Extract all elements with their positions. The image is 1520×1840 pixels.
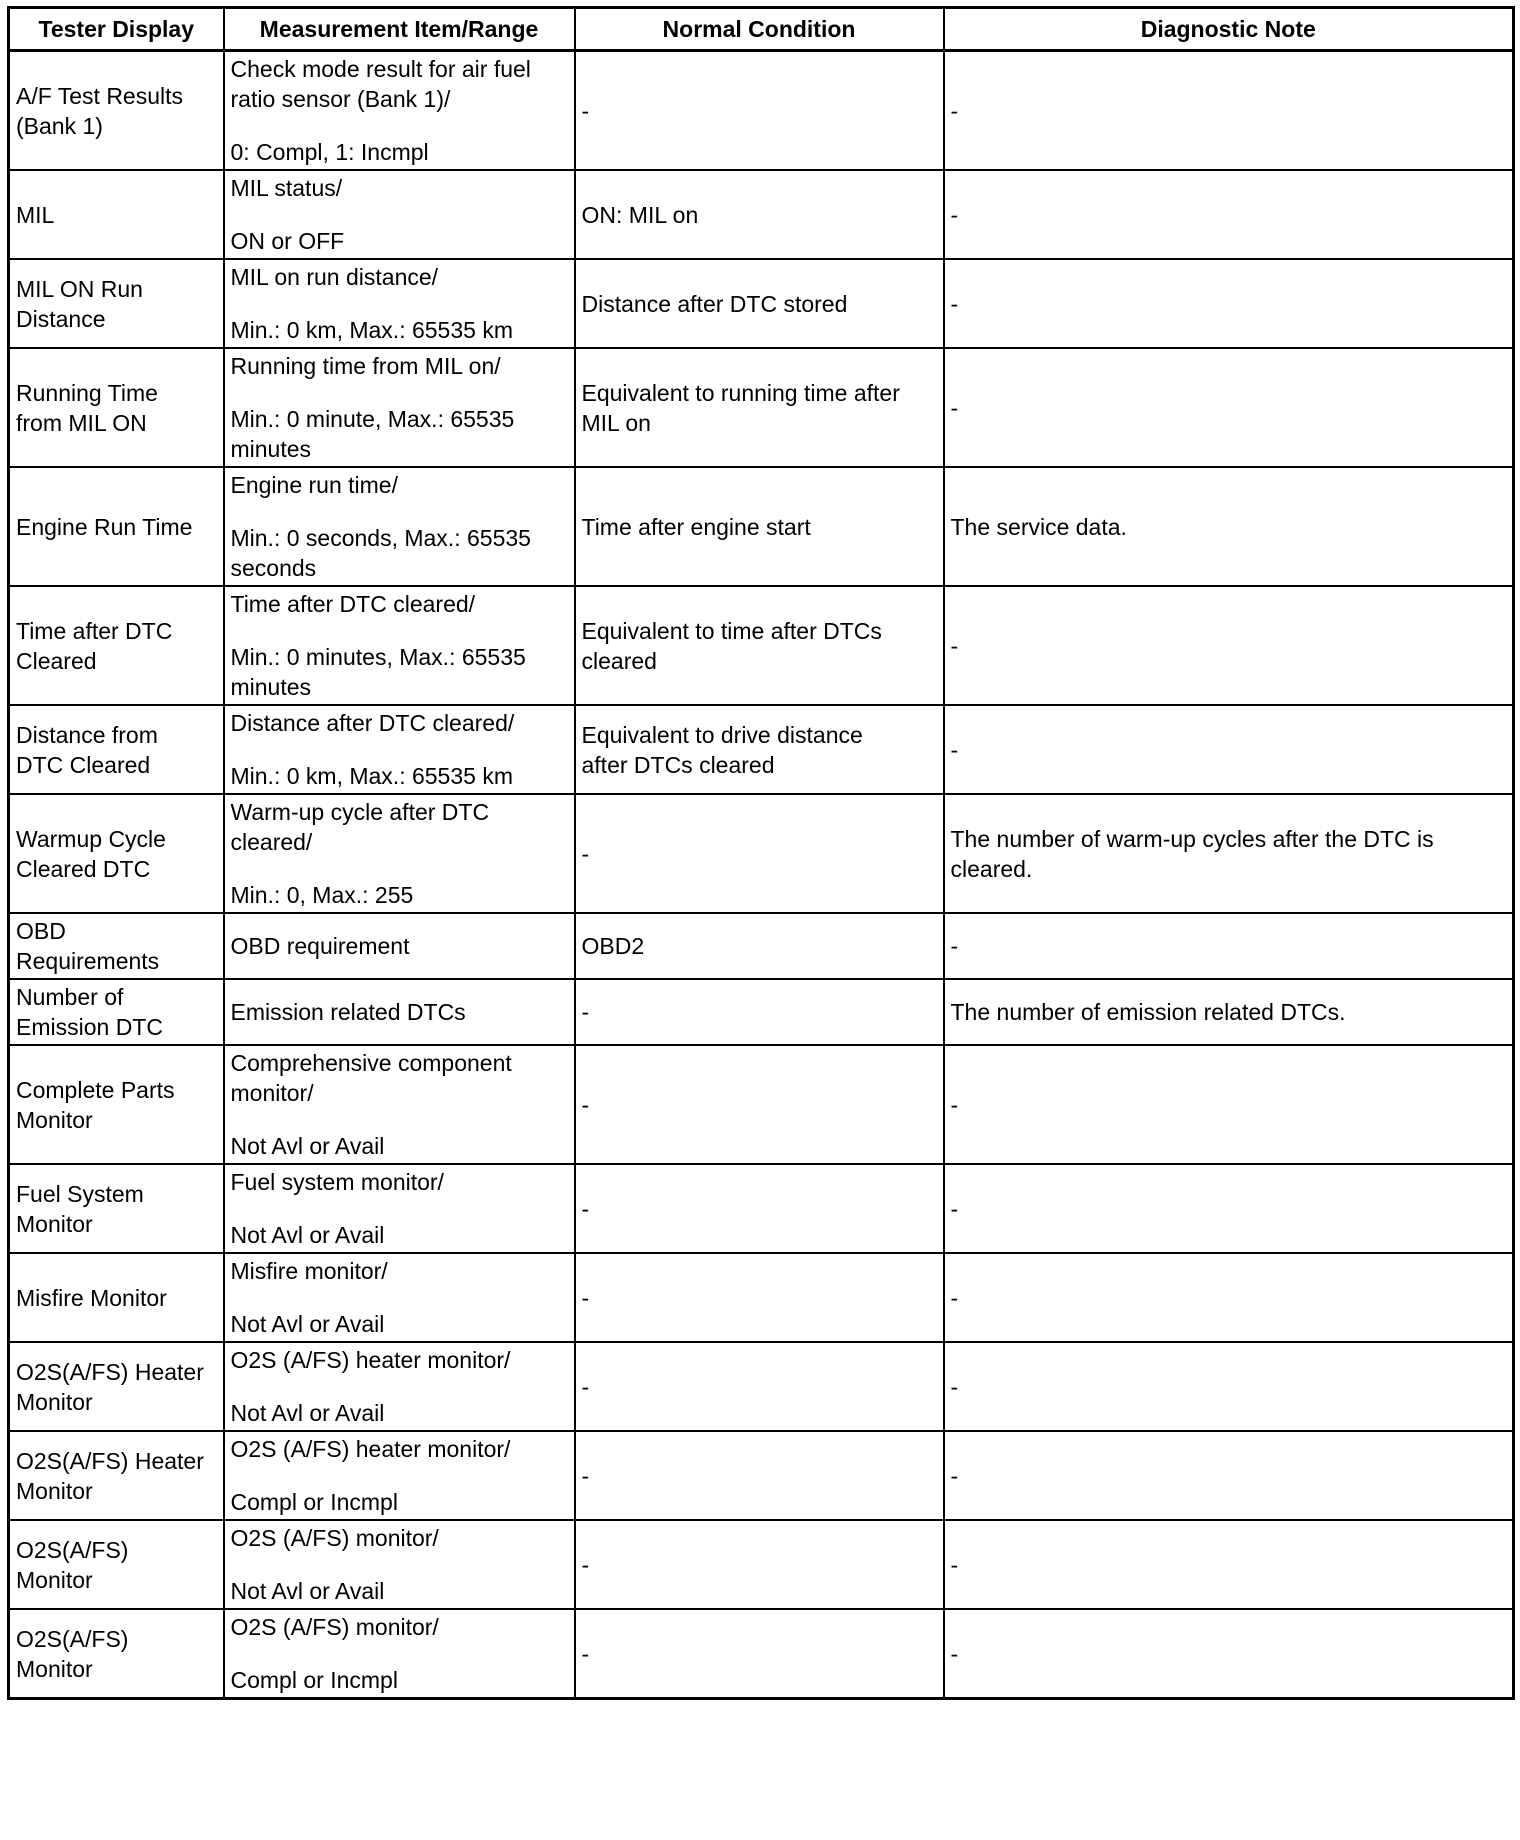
- measurement-item-cell-line: MIL on run distance/: [230, 264, 439, 290]
- normal-condition-cell-line: MIL on: [581, 409, 651, 436]
- tester-display-cell-line: Monitor: [16, 1210, 93, 1237]
- normal-condition-cell-line: ON: MIL on: [581, 201, 699, 228]
- tester-display-cell-line: (Bank 1): [16, 112, 103, 139]
- normal-condition-cell: [575, 1431, 944, 1520]
- diagnostic-note-cell-line: -: [950, 290, 959, 317]
- diagnostic-data-table: [7, 6, 1515, 1700]
- normal-condition-cell: [575, 979, 944, 1045]
- measurement-item-cell: [224, 1609, 575, 1699]
- header-measurement-item: Measurement Item/Range: [224, 8, 575, 51]
- measurement-range: Not Avl or Avail: [230, 1578, 385, 1604]
- diagnostic-note-cell: [944, 705, 1514, 794]
- diagnostic-note-cell-line: -: [950, 1551, 959, 1578]
- measurement-range: Not Avl or Avail: [230, 1133, 385, 1159]
- measurement-item-cell: [224, 259, 575, 348]
- diagnostic-note-cell-line: cleared.: [950, 855, 1033, 882]
- table-row: [9, 913, 1514, 979]
- measurement-item-cell: [224, 705, 575, 794]
- normal-condition-cell-line: -: [581, 1284, 590, 1311]
- diagnostic-note-cell: [944, 794, 1514, 913]
- measurement-range: Not Avl or Avail: [230, 1222, 385, 1248]
- table-row: [9, 1342, 1514, 1431]
- measurement-item-cell-line: O2S (A/FS) heater monitor/: [230, 1436, 511, 1462]
- normal-condition-cell-line: -: [581, 97, 590, 124]
- measurement-item-cell: [224, 467, 575, 586]
- measurement-range: ON or OFF: [230, 228, 345, 254]
- diagnostic-note-cell: [944, 1609, 1514, 1699]
- tester-display-cell-line: Running Time: [16, 379, 158, 406]
- measurement-item-cell: [224, 586, 575, 705]
- normal-condition-cell: [575, 1609, 944, 1699]
- diagnostic-note-cell-line: The number of warm-up cycles after the DTC is: [950, 825, 1434, 852]
- measurement-item-cell: [224, 794, 575, 913]
- tester-display-cell-line: Emission DTC: [16, 1014, 163, 1040]
- measurement-item-cell-line: cleared/: [230, 829, 313, 855]
- normal-condition-cell-line: -: [581, 1091, 590, 1118]
- diagnostic-note-cell-line: -: [950, 97, 959, 124]
- normal-condition-cell-line: Time after engine start: [581, 513, 811, 540]
- measurement-item-cell-line: Check mode result for air fuel: [230, 56, 531, 82]
- tester-display-cell-line: Monitor: [16, 1106, 93, 1133]
- diagnostic-note-cell-line: -: [950, 933, 959, 959]
- normal-condition-cell-line: after DTCs cleared: [581, 751, 775, 778]
- tester-display-cell-line: Monitor: [16, 1388, 93, 1415]
- diagnostic-note-cell: [944, 913, 1514, 979]
- table-header-row: [9, 8, 1514, 51]
- tester-display-cell: [9, 1253, 224, 1342]
- normal-condition-cell-line: -: [581, 1195, 590, 1222]
- cell-spacer: [231, 857, 568, 880]
- cell-spacer: [231, 619, 568, 642]
- diagnostic-note-cell: [944, 586, 1514, 705]
- diagnostic-note-cell-line: -: [950, 1091, 959, 1118]
- measurement-range: Min.: 0 km, Max.: 65535 km: [230, 763, 513, 789]
- table-row: [9, 705, 1514, 794]
- diagnostic-note-cell: [944, 467, 1514, 586]
- measurement-item-cell-line: Distance after DTC cleared/: [230, 710, 515, 736]
- normal-condition-cell: [575, 586, 944, 705]
- diagnostic-note-cell: [944, 51, 1514, 171]
- measurement-item-cell: [224, 1253, 575, 1342]
- tester-display-cell: [9, 1609, 224, 1699]
- cell-spacer: [231, 1197, 568, 1220]
- normal-condition-cell: [575, 913, 944, 979]
- tester-display-cell-line: Cleared: [16, 647, 97, 674]
- tester-display-cell-line: Monitor: [16, 1655, 93, 1682]
- cell-spacer: [231, 1108, 568, 1131]
- measurement-range: 0: Compl, 1: Incmpl: [230, 139, 429, 165]
- diagnostic-note-cell: [944, 1253, 1514, 1342]
- diagnostic-note-cell-line: -: [950, 1284, 959, 1311]
- diagnostic-note-cell: [944, 170, 1514, 259]
- tester-display-cell-line: O2S(A/FS): [16, 1536, 129, 1563]
- measurement-item-cell: [224, 1520, 575, 1609]
- cell-spacer: [231, 381, 568, 404]
- tester-display-cell-line: Distance: [16, 305, 106, 332]
- tester-display-cell-line: Cleared DTC: [16, 855, 151, 882]
- normal-condition-cell: [575, 1045, 944, 1164]
- tester-display-cell-line: O2S(A/FS) Heater: [16, 1358, 204, 1385]
- measurement-item-cell-line: O2S (A/FS) monitor/: [230, 1614, 439, 1640]
- table-row: [9, 1431, 1514, 1520]
- measurement-item-cell-line: Fuel system monitor/: [230, 1169, 444, 1195]
- tester-display-cell: [9, 913, 224, 979]
- cell-spacer: [231, 114, 568, 137]
- measurement-range: Not Avl or Avail: [230, 1311, 385, 1337]
- diagnostic-note-cell-line: -: [950, 1195, 959, 1222]
- table-row: [9, 794, 1514, 913]
- normal-condition-cell: [575, 1253, 944, 1342]
- header-normal-condition: Normal Condition: [575, 8, 944, 51]
- cell-spacer: [231, 292, 568, 315]
- measurement-range: Compl or Incmpl: [230, 1667, 398, 1693]
- diagnostic-note-cell: [944, 1164, 1514, 1253]
- measurement-item-cell-line: Running time from MIL on/: [230, 353, 501, 379]
- tester-display-cell-line: Time after DTC: [16, 617, 173, 644]
- diagnostic-note-cell-line: -: [950, 1640, 959, 1667]
- tester-display-cell: [9, 586, 224, 705]
- diagnostic-note-cell: [944, 1342, 1514, 1431]
- tester-display-cell-line: MIL ON Run: [16, 275, 143, 302]
- tester-display-cell: [9, 1164, 224, 1253]
- normal-condition-cell-line: -: [581, 1551, 590, 1578]
- measurement-item-cell-line: MIL status/: [230, 175, 343, 201]
- measurement-range: Compl or Incmpl: [230, 1489, 398, 1515]
- measurement-item-cell-line: Emission related DTCs: [230, 999, 466, 1025]
- table-body: [9, 51, 1514, 1699]
- normal-condition-cell: [575, 467, 944, 586]
- table-row: [9, 1164, 1514, 1253]
- table-row: [9, 170, 1514, 259]
- normal-condition-cell-line: Equivalent to drive distance: [581, 721, 863, 748]
- tester-display-cell-line: OBD: [16, 918, 66, 944]
- cell-spacer: [231, 203, 568, 226]
- measurement-item-cell: [224, 1431, 575, 1520]
- diagnostic-note-cell-line: -: [950, 1462, 959, 1489]
- tester-display-cell-line: Fuel System: [16, 1180, 144, 1207]
- tester-display-cell-line: DTC Cleared: [16, 751, 151, 778]
- measurement-item-cell: [224, 979, 575, 1045]
- measurement-range: Not Avl or Avail: [230, 1400, 385, 1426]
- tester-display-cell: [9, 794, 224, 913]
- normal-condition-cell: [575, 1342, 944, 1431]
- table-row: [9, 348, 1514, 467]
- normal-condition-cell: [575, 51, 944, 171]
- diagnostic-note-cell-line: -: [950, 736, 959, 763]
- diagnostic-note-cell-line: -: [950, 1373, 959, 1400]
- normal-condition-cell-line: -: [581, 999, 590, 1025]
- cell-spacer: [231, 1553, 568, 1576]
- cell-spacer: [231, 1642, 568, 1665]
- diagnostic-note-cell-line: The number of emission related DTCs.: [950, 999, 1346, 1025]
- measurement-range: Min.: 0 minute, Max.: 65535 minutes: [230, 406, 515, 462]
- normal-condition-cell: [575, 348, 944, 467]
- measurement-item-cell-line: OBD requirement: [230, 933, 410, 959]
- cell-spacer: [231, 1375, 568, 1398]
- tester-display-cell: [9, 467, 224, 586]
- measurement-item-cell-line: Time after DTC cleared/: [230, 591, 476, 617]
- table-row: [9, 1045, 1514, 1164]
- tester-display-cell: [9, 1045, 224, 1164]
- measurement-item-cell-line: Engine run time/: [230, 472, 398, 498]
- tester-display-cell-line: Complete Parts: [16, 1076, 175, 1103]
- measurement-item-cell-line: Misfire monitor/: [230, 1258, 388, 1284]
- tester-display-cell: [9, 348, 224, 467]
- tester-display-cell-line: Engine Run Time: [16, 513, 193, 540]
- normal-condition-cell: [575, 170, 944, 259]
- tester-display-cell: [9, 1520, 224, 1609]
- table-row: [9, 979, 1514, 1045]
- measurement-item-cell: [224, 348, 575, 467]
- table-row: [9, 586, 1514, 705]
- tester-display-cell: [9, 1342, 224, 1431]
- measurement-item-cell: [224, 170, 575, 259]
- measurement-item-cell-line: O2S (A/FS) heater monitor/: [230, 1347, 511, 1373]
- normal-condition-cell-line: -: [581, 1373, 590, 1400]
- normal-condition-cell: [575, 1520, 944, 1609]
- normal-condition-cell-line: Equivalent to time after DTCs: [581, 617, 882, 644]
- normal-condition-cell: [575, 1164, 944, 1253]
- tester-display-cell-line: Misfire Monitor: [16, 1284, 167, 1311]
- tester-display-cell-line: Monitor: [16, 1477, 93, 1504]
- diagnostic-note-cell: [944, 1045, 1514, 1164]
- measurement-item-cell-line: ratio sensor (Bank 1)/: [230, 86, 451, 112]
- tester-display-cell: [9, 170, 224, 259]
- measurement-range: Min.: 0 minutes, Max.: 65535 minutes: [230, 644, 526, 700]
- normal-condition-cell-line: Distance after DTC stored: [581, 290, 848, 317]
- measurement-range: Min.: 0 seconds, Max.: 65535 seconds: [230, 525, 531, 581]
- measurement-range: Min.: 0 km, Max.: 65535 km: [230, 317, 513, 343]
- diagnostic-note-cell-line: The service data.: [950, 513, 1127, 540]
- measurement-item-cell: [224, 913, 575, 979]
- tester-display-cell-line: Warmup Cycle: [16, 825, 166, 852]
- table-row: [9, 259, 1514, 348]
- diagnostic-note-cell: [944, 1520, 1514, 1609]
- measurement-item-cell: [224, 1164, 575, 1253]
- measurement-item-cell-line: Comprehensive component: [230, 1050, 512, 1076]
- normal-condition-cell: [575, 705, 944, 794]
- diagnostic-note-cell-line: -: [950, 632, 959, 659]
- measurement-item-cell: [224, 1342, 575, 1431]
- measurement-item-cell: [224, 51, 575, 171]
- table-row: [9, 1253, 1514, 1342]
- tester-display-cell: [9, 705, 224, 794]
- diagnostic-note-cell: [944, 348, 1514, 467]
- tester-display-cell-line: Requirements: [16, 948, 160, 974]
- diagnostic-note-cell: [944, 979, 1514, 1045]
- tester-display-cell-line: O2S(A/FS): [16, 1625, 129, 1652]
- tester-display-cell-line: Distance from: [16, 721, 158, 748]
- table-row: [9, 467, 1514, 586]
- tester-display-cell-line: MIL: [16, 201, 55, 228]
- tester-display-cell: [9, 979, 224, 1045]
- diagnostic-note-cell-line: -: [950, 201, 959, 228]
- normal-condition-cell: [575, 794, 944, 913]
- tester-display-cell-line: A/F Test Results: [16, 82, 184, 109]
- measurement-item-cell-line: O2S (A/FS) monitor/: [230, 1525, 439, 1551]
- normal-condition-cell-line: cleared: [581, 647, 657, 674]
- measurement-item-cell-line: Warm-up cycle after DTC: [230, 799, 490, 825]
- table-row: [9, 1520, 1514, 1609]
- diagnostic-note-cell: [944, 259, 1514, 348]
- cell-spacer: [231, 1464, 568, 1487]
- normal-condition-cell-line: -: [581, 1640, 590, 1667]
- tester-display-cell-line: Number of: [16, 984, 124, 1010]
- diagnostic-note-cell-line: -: [950, 394, 959, 421]
- normal-condition-cell-line: Equivalent to running time after: [581, 379, 900, 406]
- tester-display-cell-line: O2S(A/FS) Heater: [16, 1447, 204, 1474]
- tester-display-cell: [9, 51, 224, 171]
- measurement-range: Min.: 0, Max.: 255: [230, 882, 414, 908]
- normal-condition-cell-line: -: [581, 840, 590, 867]
- diagnostic-note-cell: [944, 1431, 1514, 1520]
- measurement-item-cell: [224, 1045, 575, 1164]
- tester-display-cell: [9, 259, 224, 348]
- tester-display-cell: [9, 1431, 224, 1520]
- cell-spacer: [231, 738, 568, 761]
- measurement-item-cell-line: monitor/: [230, 1080, 314, 1106]
- table-row: [9, 1609, 1514, 1699]
- table-row: [9, 51, 1514, 171]
- tester-display-cell-line: from MIL ON: [16, 409, 147, 436]
- tester-display-cell-line: Monitor: [16, 1566, 93, 1593]
- normal-condition-cell-line: OBD2: [581, 933, 645, 959]
- header-diagnostic-note: Diagnostic Note: [944, 8, 1514, 51]
- normal-condition-cell: [575, 259, 944, 348]
- cell-spacer: [231, 1286, 568, 1309]
- normal-condition-cell-line: -: [581, 1462, 590, 1489]
- header-tester-display: Tester Display: [9, 8, 224, 51]
- cell-spacer: [231, 500, 568, 523]
